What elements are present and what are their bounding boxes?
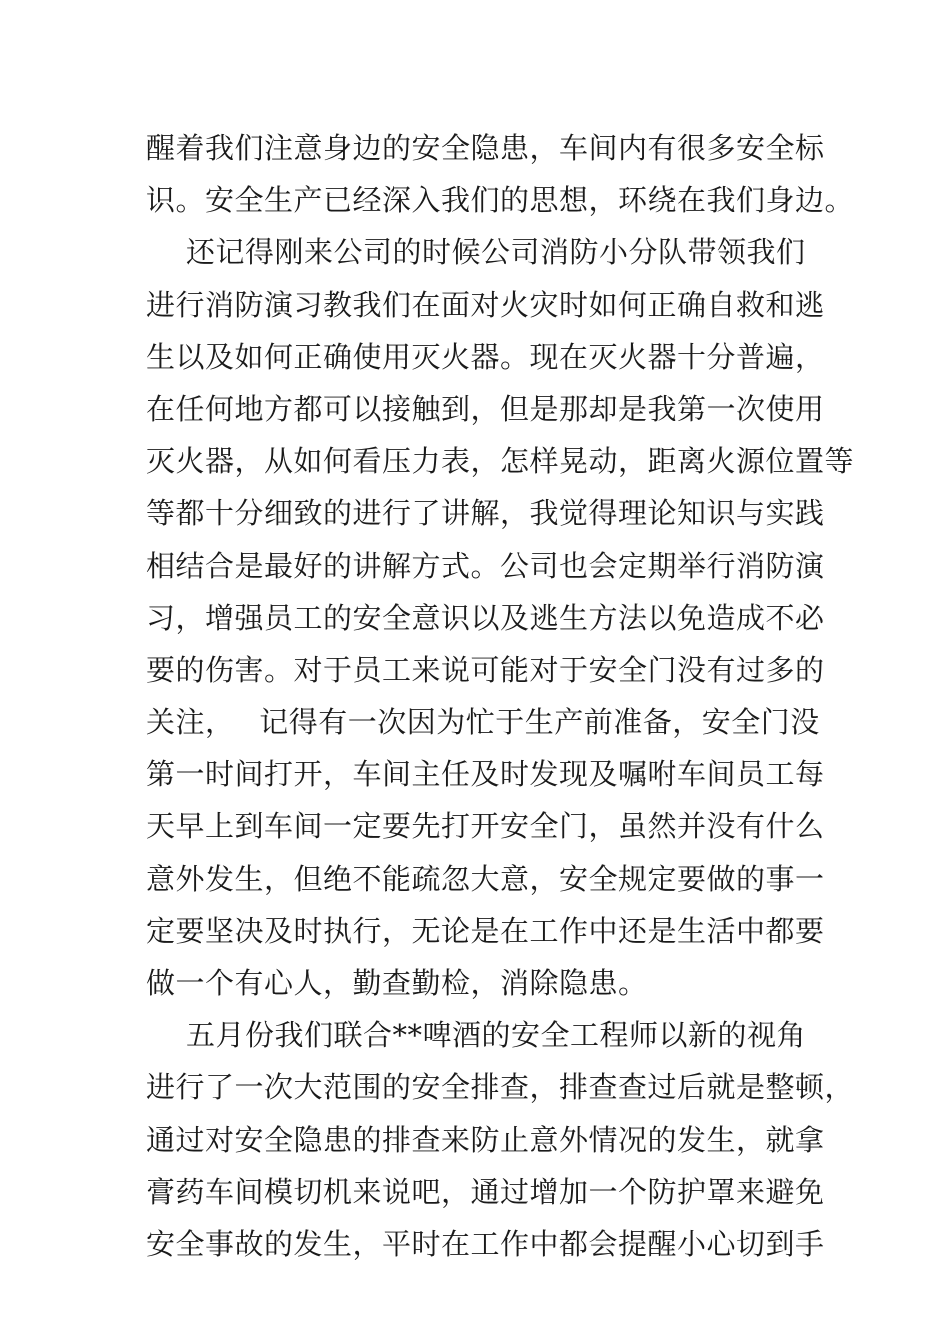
text-line: 意外发生，但绝不能疏忽大意，安全规定要做的事一 (146, 861, 825, 896)
text-line: 要的伤害。对于员工来说可能对于安全门没有过多的 (146, 652, 825, 687)
text-line: 在任何地方都可以接触到，但是那却是我第一次使用 (146, 391, 825, 426)
text-line: 做一个有心人，勤查勤检，消除隐患。 (146, 966, 648, 1000)
text-line: 醒着我们注意身边的安全隐患，车间内有很多安全标 (146, 131, 825, 165)
text-line: 膏药车间模切机来说吧，通过增加一个防护罩来避免 (146, 1174, 825, 1209)
text-line: 第一时间打开，车间主任及时发现及嘱咐车间员工每 (146, 757, 825, 792)
paragraph-start-line: 五月份我们联合**啤酒的安全工程师以新的视角 (186, 1018, 807, 1053)
text-line: 生以及如何正确使用灭火器。现在灭火器十分普遍， (146, 339, 825, 374)
body-text (146, 122, 855, 1270)
text-line: 等都十分细致的进行了讲解，我觉得理论知识与实践 (146, 496, 825, 531)
text-line: 安全事故的发生，平时在工作中都会提醒小心切到手 (146, 1226, 825, 1261)
text-line: 相结合是最好的讲解方式。公司也会定期举行消防演 (146, 548, 825, 583)
text-line: 进行消防演习教我们在面对火灾时如何正确自救和逃 (146, 287, 825, 322)
text-line: 关注， 记得有一次因为忙于生产前准备，安全门没 (146, 705, 820, 740)
text-line: 识。安全生产已经深入我们的思想，环绕在我们身边。 (146, 183, 855, 218)
text-line: 天早上到车间一定要先打开安全门，虽然并没有什么 (146, 809, 825, 844)
text-line: 习，增强员工的安全意识以及逃生方法以免造成不必 (146, 600, 825, 635)
text-line: 定要坚决及时执行，无论是在工作中还是生活中都要 (146, 913, 825, 948)
paragraph-start-line: 还记得刚来公司的时候公司消防小分队带领我们 (186, 235, 806, 270)
text-line: 灭火器，从如何看压力表，怎样晃动，距离火源位置等 (146, 444, 855, 479)
text-line: 通过对安全隐患的排查来防止意外情况的发生，就拿 (146, 1122, 825, 1157)
text-line: 进行了一次大范围的安全排查，排查查过后就是整顿， (146, 1070, 855, 1105)
